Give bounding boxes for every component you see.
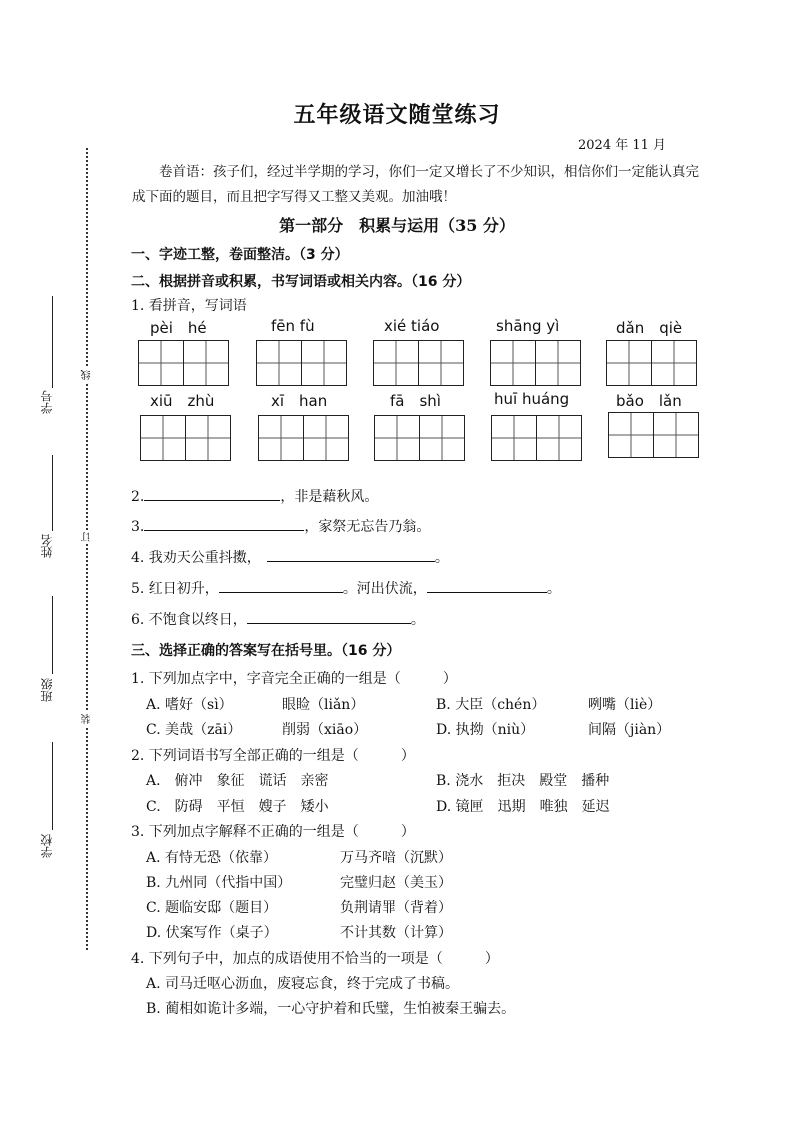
writing-grid[interactable] xyxy=(374,415,465,461)
pinyin-label: bǎo lǎn xyxy=(616,392,682,410)
name-field[interactable] xyxy=(52,455,53,531)
answer-blank[interactable] xyxy=(427,578,547,593)
exam-date: 2024 年 11 月 xyxy=(578,138,667,153)
pinyin-label: xiū zhù xyxy=(150,392,215,410)
option: D. 伏案写作（桌子） xyxy=(146,925,278,941)
part1-title: 第一部分 积累与运用（35 分） xyxy=(279,216,515,235)
pinyin-label: pèi hé xyxy=(150,319,207,337)
class-field[interactable] xyxy=(52,596,53,674)
option: C. 美哉（zāi） xyxy=(146,722,242,738)
option: A. 俯冲 象征 谎话 亲密 xyxy=(146,773,329,789)
choice-q4-stem: 4. 下列句子中，加点的成语使用不恰当的一项是（ ） xyxy=(131,951,499,967)
fill-blank-q5: 5. 红日初升， 。河出伏流， 。 xyxy=(131,578,561,598)
option: C. 题临安邸（题目） xyxy=(146,900,278,916)
answer-blank[interactable] xyxy=(247,609,411,624)
fill-blank-q4: 4. 我劝天公重抖擞， 。 xyxy=(131,547,449,567)
fill-blank-q3: 3. ，家祭无忘告乃翁。 xyxy=(131,516,430,536)
binding-dotted-line xyxy=(86,148,88,950)
choice-q2-stem: 2. 下列词语书写全部正确的一组是（ ） xyxy=(131,748,415,764)
fill-blank-q2: 2. ，非是藉秋风。 xyxy=(131,486,378,506)
pinyin-label: xié tiáo xyxy=(384,317,440,335)
option: D. 镜匣 迅期 唯独 延迟 xyxy=(436,799,610,815)
pinyin-label: fēn fù xyxy=(271,317,315,335)
option: 削弱（xiāo） xyxy=(282,722,368,738)
section1-title: 一、字迹工整，卷面整洁。（3 分） xyxy=(131,247,349,263)
section2-title: 二、根据拼音或积累，书写词语或相关内容。（16 分） xyxy=(131,274,471,290)
section3-title: 三、选择正确的答案写在括号里。（16 分） xyxy=(131,643,401,659)
name-label: 姓名 xyxy=(40,534,54,558)
student-id-field[interactable] xyxy=(52,296,53,388)
student-id-label: 学号 xyxy=(40,390,54,414)
writing-grid[interactable] xyxy=(373,340,464,386)
pinyin-label: dǎn qiè xyxy=(616,319,683,337)
answer-blank[interactable] xyxy=(144,486,280,501)
binding-mark-ding: 订 xyxy=(82,532,93,542)
writing-grid[interactable] xyxy=(138,340,229,386)
option: 眼睑（liǎn） xyxy=(282,697,365,713)
binding-mark-xian: 线 xyxy=(82,370,93,380)
pinyin-question-label: 1. 看拼音，写词语 xyxy=(131,298,247,314)
option: B. 大臣（chén） xyxy=(436,697,546,713)
school-label: 学校 xyxy=(40,834,54,858)
writing-grid[interactable] xyxy=(140,415,231,461)
option: 间隔（jiàn） xyxy=(588,722,671,738)
pinyin-label: shāng yì xyxy=(496,317,560,335)
option: 不计其数（计算） xyxy=(340,925,452,941)
answer-blank[interactable] xyxy=(267,547,435,562)
page-title: 五年级语文随堂练习 xyxy=(293,102,501,128)
answer-blank[interactable] xyxy=(144,516,304,531)
pinyin-label: fā shì xyxy=(390,392,441,410)
option: B. 浇水 拒决 殿堂 播种 xyxy=(436,773,610,789)
option: A. 嗜好（sì） xyxy=(146,697,233,713)
option: 万马齐喑（沉默） xyxy=(340,850,452,866)
option: C. 防碍 平恒 嫂子 矮小 xyxy=(146,799,329,815)
pinyin-label: huī huáng xyxy=(494,390,570,408)
option: A. 有恃无恐（依靠） xyxy=(146,850,278,866)
school-field[interactable] xyxy=(52,742,53,830)
binding-mark-zhuang: 装 xyxy=(82,714,93,724)
option: 完璧归赵（美玉） xyxy=(340,875,452,891)
writing-grid[interactable] xyxy=(490,340,581,386)
option: B. 九州同（代指中国） xyxy=(146,875,292,891)
writing-grid[interactable] xyxy=(258,415,349,461)
intro-text: 卷首语：孩子们，经过半学期的学习，你们一定又增长了不少知识，相信你们一定能认真完成下面的题目，而且把字写得又工整又美观。加油哦！ xyxy=(132,164,699,205)
option: 负荆请罪（背着） xyxy=(340,900,452,916)
option: B. 蔺相如诡计多端，一心守护着和氏璧，生怕被秦王骗去。 xyxy=(146,1001,516,1017)
option: A. 司马迁呕心沥血，废寝忘食，终于完成了书稿。 xyxy=(146,976,460,992)
writing-grid[interactable] xyxy=(256,340,347,386)
option: D. 执拗（niù） xyxy=(436,722,535,738)
choice-q3-stem: 3. 下列加点字解释不正确的一组是（ ） xyxy=(131,824,415,840)
writing-grid[interactable] xyxy=(606,340,697,386)
writing-grid[interactable] xyxy=(608,412,699,458)
choice-q1-stem: 1. 下列加点字中，字音完全正确的一组是（ ） xyxy=(131,671,457,687)
answer-blank[interactable] xyxy=(219,578,343,593)
fill-blank-q6: 6. 不饱食以终日， 。 xyxy=(131,609,425,629)
class-label: 班级 xyxy=(40,678,54,702)
writing-grid[interactable] xyxy=(491,415,582,461)
option: 咧嘴（liè） xyxy=(588,697,662,713)
pinyin-label: xī han xyxy=(271,392,328,410)
